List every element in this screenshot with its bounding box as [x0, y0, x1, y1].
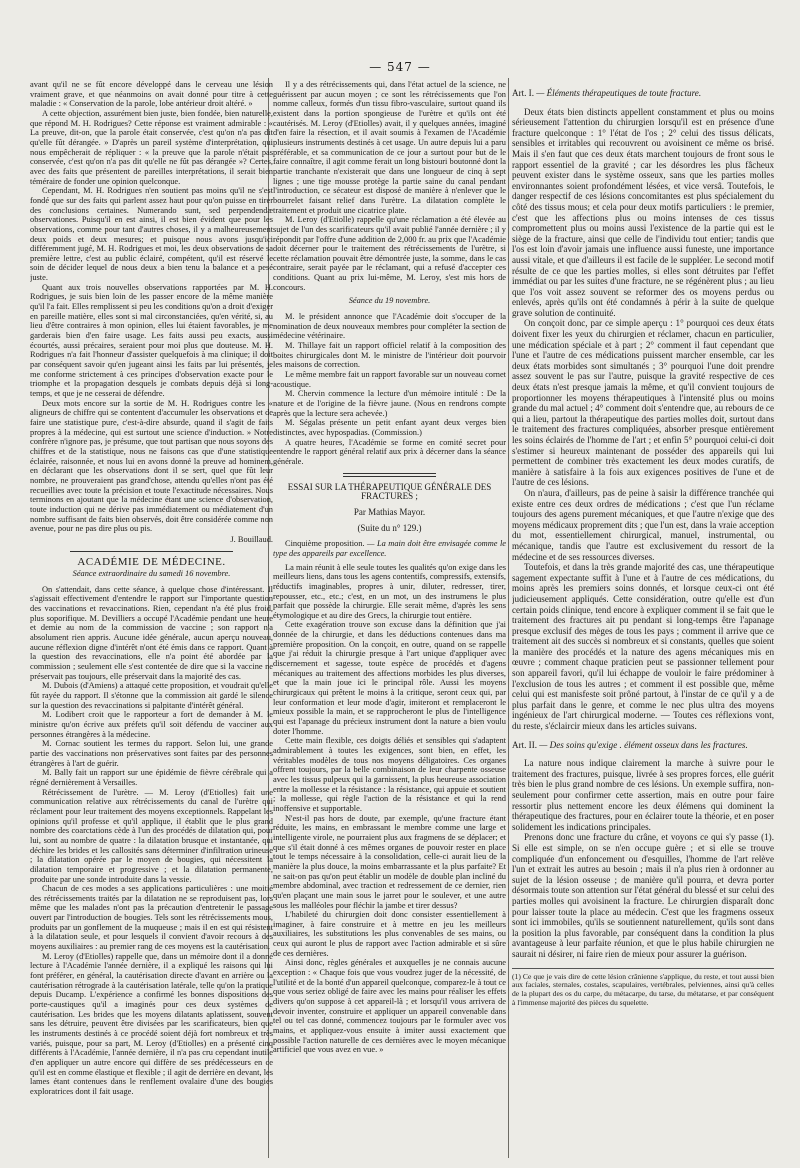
col1-section-paragraph: Chacun de ces modes a ses applications particulières : une moitié des rétrécissements traités par la dilatation ne se reproduisent pas, lors même que les malades n'ont pas la précaution d'entretenir le passage ouvert par l'introduction de bougies. Tels sont les rétrécissements mous, produits par un gonflement de la muqueuse ; mais il en est qui résistent à la dilatation seule, et pour lesquels il convient d'avoir recours à des moyens auxiliaires : au premier rang de ces moyens est la cautérisation.: [30, 884, 273, 952]
article-1-title: — Éléments thérapeutiques de toute fracture.: [536, 88, 702, 98]
signature: J. Bouillaud.: [230, 534, 273, 544]
col3-paragraph: La nature nous indique clairement la marche à suivre pour le traitement des fractures, puisque, livrée à ses propres forces, elle guérit très bien le plus grand nombre de ces lésions. Un exemple suffira, non-seulement pour confirmer cette assertion, mais en outre pour faire ressortir plus nettement encore les deux élémens qui dominent la thérapeutique des fractures, pour en éclairer toute la théorie, et en poser solidement les indications principales.: [512, 758, 774, 832]
session-title: Séance du 19 novembre.: [348, 296, 431, 306]
column-rule-2: [508, 78, 509, 1158]
col1-section-paragraph: M. Lodibert croit que le rapporteur a fort de demander à M. le ministre qu'on écrive aux préfets qu'il soit défendu de vacciner aux personnes étrangères à la médecine.: [30, 710, 273, 739]
col2-session-paragraph: Le même membre fait un rapport favorable sur un nouveau cornet acoustique.: [273, 370, 506, 389]
col1-section-paragraph: Rétrécissement de l'urètre. — M. Leroy (d'Etiolles) fait une communication relative aux rétrécissements du canal de l'urètre qui réclament pour leur traitement des moyens exceptionnels. Rappelant les opinions qu'il professe et qu'il applique, il établit que le plus grand nombre des coarctations cède à l'un des procédés de dilatation qui, pour lui, sont au nombre de quatre : la dilatation brusque et instantanée, qui déchire les brides et les callosités sans déterminer d'infiltration urineuse ; la dilatation opérée par le moyen de bougies, qui nécessitent la dilatation temporaire et progressive ; et la dilatation permanente, produite par une sonde introduite dans la vessie.: [30, 787, 273, 884]
col2-essay-paragraph: Cette main flexible, ces doigts déliés et sensibles qui s'adaptent admirablement à toutes les exigences, sont bien, en effet, les véritables modèles de tous nos moyens déligatoires. Ces organes offrent toujours, par la belle combinaison de leur charpente osseuse avec les tissus pulpeux qui la garnissent, la plus heureuse association entre la mollesse et la résistance : la résistance, qui appuie et soutient ; la mollesse, qui règle l'action de la résistance et qui la rend inoffensive et supportable.: [273, 736, 506, 813]
chapter-text: — La main doit être envisagée comme le type des appareils par excellence.: [273, 539, 506, 558]
col2-session-paragraph: A quatre heures, l'Académie se forme en comité secret pour entendre le rapport général relatif aux prix à décerner dans la séance générale.: [273, 437, 506, 466]
column-2: [273, 80, 506, 1160]
article-1-heading: [512, 88, 774, 99]
col2-essay-paragraph: N'est-il pas hors de doute, par exemple, qu'une fracture étant réduite, les mains, en embrassant le membre comme une large et intelligente virole, ne pourraient plus aux fragmens de se déplacer; et que s'il était donné à ces mêmes organes de pouvoir rester en place tout le temps nécessaire à la consolidation, celle-ci aurait lieu de la manière la plus douce, la moins embarrassante et la plus parfaite? Et ne sait-on pas qu'on peut établir un modèle de double plan incliné du membre abdominal, avec traction et redressement de ce dernier, rien qu'en plaçant une main sous le jarret pour le soulever, et une autre sous les malléoles pour fléchir la jambe et tirer dessus?: [273, 813, 506, 910]
col2-session-paragraph: M. Thillaye fait un rapport officiel relatif à la composition des boites chirurgicales dont M. le ministre de l'intérieur doit pourvoir les maisons de correction.: [273, 341, 506, 370]
divider: [70, 551, 233, 552]
col1-paragraph: avant qu'il ne se fût encore développé dans le cerveau une lésion vraiment grave, et que néanmoins on avait donné pour titre à cette maladie : « Conservation de la parole, lobe antérieur droit altéré. »: [30, 80, 273, 109]
section-title: ACADÉMIE DE MÉDECINE.: [77, 555, 226, 568]
col2-session-paragraph: M. Ségalas présente un petit enfant ayant deux verges bien distinctes, avec hypospadias. (Commission.): [273, 418, 506, 437]
footnote: (1) Ce que je vais dire de cette lésion crânienne s'applique, du reste, et tout aussi bien aux faciales, sternales, costales, scapulaires, vertébrales, pelviennes, ainsi qu'à celles de la plupart des os du carpe, du métacarpe, du tarse, du métatarse, et par conséquent à l'immense majorité des pièces du squelette.: [512, 968, 774, 1008]
col1-paragraph: Deux mots encore sur la sortie de M. H. Rodrigues contre les « aligneurs de chiffre qui se contentent d'accumuler les observations et de faire une statistique pure, c'est-à-dire absurde, quand il s'agit de faits propres à la médecine, qui est surtout une science d'induction. » Notre confrère n'ignore pas, je présume, que tout partisan que nous soyons des chiffres et de la statistique, nous ne faisons cas que d'une statistique éclairée, raisonnée, et nous lui en avons donné la preuve ad hominem, en déclarant que les observations dont il se sert, quel que fût leur nombre, ne prouveraient pas grand'chose, attendu qu'elles n'ont pas été recueillies avec toute la précision et toute l'exactitude nécessaires. Nous terminons en ajoutant que la médecine étant une science d'observation, toute induction qui ne dérive pas immédiatement ou médiatement d'un nombre suffisant de faits bien observés, doit être considérée comme non avenue, pour ne pas dire plus ou pis.: [30, 398, 273, 534]
col1-section-paragraph: M. Bally fait un rapport sur une épidémie de fièvre cérébrale qui a régné dernièrement à Versailles.: [30, 768, 273, 787]
article-2-heading: [512, 740, 774, 751]
col3-paragraph: Toutefois, et dans la très grande majorité des cas, une thérapeutique sagement expectante suffit à l'une et à l'autre de ces médications, du moins après les premiers soins donnés, et lorsque ceux-ci ont été judicieusement appliqués. Cette considération, outre qu'elle est d'un certain poids clinique, tend encore à expliquer comment il se fait que le traitement des fractures ait pu pendant si long-temps être l'apanage presque exclusif des mèges de tous les pays ; comment il arrive que ce traitement ait des succès si nombreux et si constants, quelles que soient la manière des procédés et la nature des agens mécaniques mis en œuvre ; comment chaque praticien peut se passionner tellement pour son appareil favori, qu'il lui échappe de vouloir le faire prédominer à l'exclusion de tous les autres ; et comment il est possible que, même celui qui est manisfeste soit prôné partout, à l'instar de ce qu'il y a de plus parfait dans le genre, et comme le nec plus ultra des moyens ingénieux de l'art chirurgical moderne. — Toutes ces réflexions vont, du reste, s'éclaircir mieux dans les articles suivans.: [512, 562, 774, 732]
col3-paragraph: On n'aura, d'ailleurs, pas de peine à saisir la différence tranchée qui existe entre ces deux ordres de médications ; c'est que l'un réclame toujours des agens purement mécaniques, et que l'autre n'exige que des moyens médicaux proprement dits ; que l'un est, dans la vraie acception du mot, essentiellement chirurgical, manuel, instrumental, ou mécanique, tandis que l'autre est exclusivement du ressort de la médecine et de ses ressources diverses.: [512, 487, 774, 562]
essay-author: Par Mathias Mayor.: [353, 506, 426, 517]
chapter-label: Cinquième proposition.: [285, 539, 365, 549]
article-2-title: — Des soins qu'exige . élément osseux dans les fractures.: [539, 739, 748, 750]
col2-session-paragraph: M. Chervin commence la lecture d'un mémoire intitulé : De la nature et de l'origine de la fièvre jaune. (Nous en rendrons compte après que la lecture sera achevée.): [273, 389, 506, 418]
col3-paragraph: Prenons donc une fracture du crâne, et voyons ce qui s'y passe (1). Si elle est simple, on se n'en occupe guère ; et si elle se trouve compliquée d'un enfoncement ou d'esquilles, l'homme de l'art relève l'un et extrait les autres au besoin ; mais il n'a plus rien à ordonner au sujet de la lésion osseuse ; de manière qu'il pourra, et devra porter désormais toute son attention sur l'état général du blessé et sur celui des parties molles qui avoisinent la fracture. Le chirurgien disparaît donc pour laisser toute la place au médecin. C'est que les fragmens osseux sont ici immobiles, qu'ils se soutiennent naturellement, qu'ils sont dans la position la plus favorable, par conséquent dans la condition la plus avantageuse à leur parfaite réunion, et que le plus habile chirurgien ne saurait ni désirer, ni faire rien de mieux pour assurer la guérison.: [512, 832, 774, 959]
col2-paragraph: Il y a des rétrécissements qui, dans l'état actuel de la science, ne guérissent par aucun moyen ; ce sont les rétrécissements que l'on nomme calleux, formés d'un tissu fibro-vasculaire, surtout quand ils existent dans la portion spongieuse de l'urètre et qu'ils ont été cautérisés. M. Leroy (d'Etiolles) avait, il y quelques années, imaginé d'en faire la résection, et il avait soumis à l'examen de l'Académie plusieurs instruments destinés à cet usage. Un autre depuis lui a paru préférable, et sa communication de ce jour a surtout pour but de le faire connaître, il agit comme ferait un long bistouri boutonné dont la partie tranchante n'existerait que dans une longueur de cinq à sept lignes ; une tige mousse protège la partie saine du canal pendant l'introduction, ce sécateur est disposé de manière à n'enlever que le bourrelet faisant relief dans l'urètre. La dilatation complète le traitement et produit une cicatrice plate.: [273, 80, 506, 215]
col2-essay-paragraph: Cette exagération trouve son excuse dans la définition que j'ai donnée de la chirurgie, et dans les déductions contenues dans ma première proposition. On la conçoit, en outre, quand on se rappelle que j'ai réduit la chirurgie presque à l'art unique d'appliquer avec discernement et sagesse, toute espèce de procédés et d'agens mécaniques au traitement des affections morbides les plus diverses, et que la main joue ici le principal rôle. Aussi les moyens chirurgicaux qui prêtent le moins à la critique, seront ceux qui, par leur conformation et leur mode d'agir, imiteront et remplaceront le mieux possible la main, et se rapprocheront le plus de l'intelligence qui est l'apanage du précieux instrument dont la nature a bien voulu doter l'homme.: [273, 620, 506, 736]
essay-title: ESSAI SUR LA THÉRAPEUTIQUE GÉNÉRALE DES FRACTURES ;: [287, 481, 492, 502]
col1-section-paragraph: M. Leroy (d'Etiolles) rappelle que, dans un mémoire dont il a donné lecture à l'Académie l'année dernière, il a expliqué les raisons qui lui font préférer, en général, la cautérisation directe d'avant en arrière ou la cautérisation rétrograde à la cautérisation latérale, telle qu'on la pratique depuis Ducamp. L'expérience a confirmé les bonnes dispositions des porte-caustiques qu'il a imaginés pour ces deux systèmes de cautérisation. Les brides que les moyens dilatants aplatissent, souvent sans les détruire, peuvent être divisées par les scarificateurs, bien que les instruments destinés à ce procédé soient déjà fort nombreux et très variés, puisque, pour sa part, M. Leroy (d'Etiolles) en a présenté cinq différents à l'Académie, l'année dernière, il n'a pas cru cependant inutile d'en appliquer un autre encore qui diffère de ses prédécesseurs en ce qu'il est en comme élastique et flexible ; il agit de derrière en devant, les lames étant contenues dans le renflement ovalaire d'une des bougies exploratrices dont il fait usage.: [30, 951, 273, 1096]
col1-paragraph: A cette objection, assurément bien juste, bien fondée, bien naturelle, que répond M. H. Rodrigues? Cette réponse est vraiment admirable : « La preuve, dit-on, que la parole était conservée, c'est qu'on n'a pas dit qu'elle fût dérangée. » D'après un pareil système d'interprétation, qui nous empêcherait de répliquer : « la preuve que la parole n'était pas conservée, c'est qu'on n'a pas dit qu'elle ne fût pas dérangée »? Certes, avec des faits que présentent de pareilles interprétations, il serait bien téméraire de fonder une opinion quelconque.: [30, 108, 273, 186]
col1-paragraph: Quant aux trois nouvelles observations rapportées par M. H. Rodrigues, je suis bien loin de les passer encore de la même manière qu'il l'a fait. Elles remplissent si peu les conditions qu'on a droit d'exiger en pareille matière, elles sont si mal circonstanciées, qu'en vérité, si, au lieu d'être contraires à mon opinion, elles lui étaient favorables, je me garderais bien d'en faire usage. Les faits aussi peu exacts, aussi écourtés, aussi précaires, seraient pour moi plus que douteuse. M. H. Rodrigues n'a fait l'honneur d'assister quelquefois à ma clinique; il doit par conséquent savoir qu'en jugeant ainsi les faits par lui présentés, je me conforme strictement à ces principes d'observation exacte pour le triomphe et la propagation desquels je combats depuis déjà si long-temps, et que je ne cesserai de défendre.: [30, 282, 273, 398]
column-1: [30, 80, 273, 1160]
section-subtitle: Séance extraordinaire du samedi 16 novembre.: [72, 569, 231, 579]
article-2-label: Art. II.: [512, 739, 537, 750]
page-number: — 547 —: [369, 60, 431, 74]
col2-session-paragraph: M. le président annonce que l'Académie doit s'occuper de la nomination de deux nouveaux membres pour compléter la section de médecine vétérinaire.: [273, 312, 506, 341]
col3-paragraph: Deux états bien distincts appellent constamment et plus ou moins sérieusement l'attention du chirurgien lorsqu'il est en présence d'une fracture quelconque : 1° l'état de l'os ; 2° celui des tissus délicats, sensibles et irritables qui recouvrent ou avoisinent ce même os brisé. Mais il s'en faut que ces deux états marchent toujours de front sous le rapport essentiel de la gravité ; car les désordres les plus fâcheux peuvent exister dans le système osseux, sans que les parties molles environnantes soient profondément lésées, et vice versâ. Toutefois, le danger respectif de ces lésions concomitantes est plus spécialement du côté des tissus mous; et cela pour deux motifs particuliers : le premier, c'est que les affections plus ou moins intenses de ces tissus compromettent plus ou moins aussi l'existence de la partie qui est le siège de la fracture, ainsi que celle de l'individu tout entier; tandis que l'os est loin d'avoir jamais une influence aussi funeste, une importance aussi vitale, et que d'ailleurs il est facile de le suppléer. Le second motif résulte de ce que les parties molles, si elles sont détruites par l'effet immédiat ou par les suites d'une fracture, ne se régénèrent plus ; au lieu que l'os voit assez souvent se reformer des os moyens perdus ou enlevés, après qu'ils ont été condamnés à périr à la suite de quelque grave solution de continuité.: [512, 106, 774, 318]
col1-section-paragraph: M. Cornac soutient les termes du rapport. Selon lui, une grande partie des vaccinations non préservatives sont faites par des personnes étrangères à l'art de guérir.: [30, 739, 273, 768]
column-3: [512, 80, 774, 1160]
col2-essay-paragraph: L'habileté du chirurgien doit donc consister essentiellement à imaginer, à faire construire et à mettre en jeu les meilleurs auxiliaires, les substitutions les plus convenables de ses mains, ou ceux qui auront le plus de rapport avec l'action admirable et si sûre de ces dernières.: [273, 910, 506, 958]
col2-paragraph: M. Leroy (d'Etiolle) rappelle qu'une réclamation a été élevée au sujet de l'un des scarificateurs qu'il avait publié l'année dernière ; il y répondit par l'offre d'une addition de 2,000 fr. au prix que l'Académie doit décerner pour le traitement des rétrécissements de l'urètre, si cette réclamation pouvait être démontrée juste, la somme, dans le cas contraire, serait payée par le réclamant, qui a refusé d'accepter ces conditions. Quant au prix lui-même, M. Leroy, s'est mis hors de concours.: [273, 215, 506, 292]
essay-suite: (Suite du n° 129.): [357, 522, 422, 533]
divider: [343, 473, 436, 477]
col2-essay-paragraph: La main réunit à elle seule toutes les qualités qu'on exige dans les meilleurs liens, dans tous les agens contentifs, compressifs, extensifs, réductifs imaginables, propres à unir, diluter, redresser, tirer, repousser, etc., etc.; c'est, en un mot, un des instrumens le plus parfait que possède la chirurgie. Elle serait même, d'après les sens étymologique et au dire des Grecs, la chirurgie tout entière.: [273, 562, 506, 620]
col1-section-paragraph: On s'attendait, dans cette séance, à quelque chose d'intéressant. Il s'agissait effectivement d'entendre le rapport sur l'importante question des vaccinations et revaccinations. Rien, cependant n'a été plus froid, plus soporifique. M. Devilliers a occupé l'Académie pendant une heure et demie au nom de la commission de vaccine ; son rapport n'a absolument rien appris. Aucune idée générale, aucun aperçu nouveau, aucune réflexion digne d'intérêt n'ont été émis dans ce rapport. Quant à la question des revaccinations, elle n'a point été abordée par la commission ; seulement elle s'est contentée de dire que si la vaccine ne préservait pas toujours, elle préservait dans la majorité des cas.: [30, 584, 273, 681]
chapter-heading: [273, 539, 506, 558]
col1-paragraph: Cependant, M. H. Rodrigues n'en soutient pas moins qu'il ne s'est fondé que sur des faits qui parlent assez haut pour qu'on puisse en tirer des conclusions certaines. Numerando sunt, sed perpendendæ observationes. Puisqu'il en est ainsi, il est bien évident que pour les observations, comme pour tant d'autres choses, il y a malheureusement deux poids et deux mesures; et puisque nous avons jusqu'ici différemment jugé, M. H. Rodrigues et moi, les deux observations de sa première lettre, c'est au public éclairé, compétent, qu'il est réservé le soin de décider lequel de nous deux a bien tenu la balance et a pesé juste.: [30, 186, 273, 283]
article-1-label: Art. I.: [512, 88, 534, 98]
col3-paragraph: On conçoit donc, par ce simple aperçu : 1° pourquoi ces deux états doivent fixer les yeux du chirurgien et réclamer, chacun en particulier, une médication spéciale et à part ; 2° comment il faut cependant que l'une et l'autre de ces médications puissent marcher ensemble, car les deux états morbides sont simultanés ; 3° pourquoi l'une doit prendre assez souvent le pas sur l'autre, puisque la gravité respective de ces deux états n'est presque jamais la même, et qu'il convient toujours de proportionner les moyens thérapeutiques à l'intensité plus ou moins grande du mal actuel ; 4° comment doit s'entendre que, au rebours de ce qui a lieu, partout la thérapeutique des parties molles doit, surtout dans le traitement des fractures compliquées, absorber presque entièrement les soins éclairés de l'homme de l'art ; et enfin 5° pourquoi celui-ci doit s'estimer si heureux maintenant de posséder des appareils qui lui permettent de combiner très exactement les deux modes curatifs, de manière à satisfaire à la fois aux exigences positives de l'une et de l'autre de ces lésions.: [512, 318, 774, 488]
col1-section-paragraph: M. Dubois (d'Amiens) a attaqué cette proposition, et voudrait qu'elle fût rayée du rapport. Il s'étonne que la commission ait gardé le silence sur la question des revaccinations si palpitante d'intérêt général.: [30, 681, 273, 710]
col2-essay-paragraph: Ainsi donc, règles générales et auxquelles je ne connais aucune exception : « Chaque fois que vous voudrez juger de la nécessité, de l'utilité et de la bonté d'un appareil quelconque, comparez-le à tout ce que vous seriez obligé de faire avec les mains pour réaliser les effets divers qu'on suppose à cet appareil-là ; et lorsqu'il vous arrivera de devoir inventer, construire et appliquer un appareil convenable dans tel ou tel cas donné, commencez toujours par le formuler avec vos mains, et appliquez-vous ensuite à imiter aussi exactement que possible l'action naturelle de ces dernières avec le moyen mécanique artificiel que vous avez en vue. »: [273, 958, 506, 1055]
